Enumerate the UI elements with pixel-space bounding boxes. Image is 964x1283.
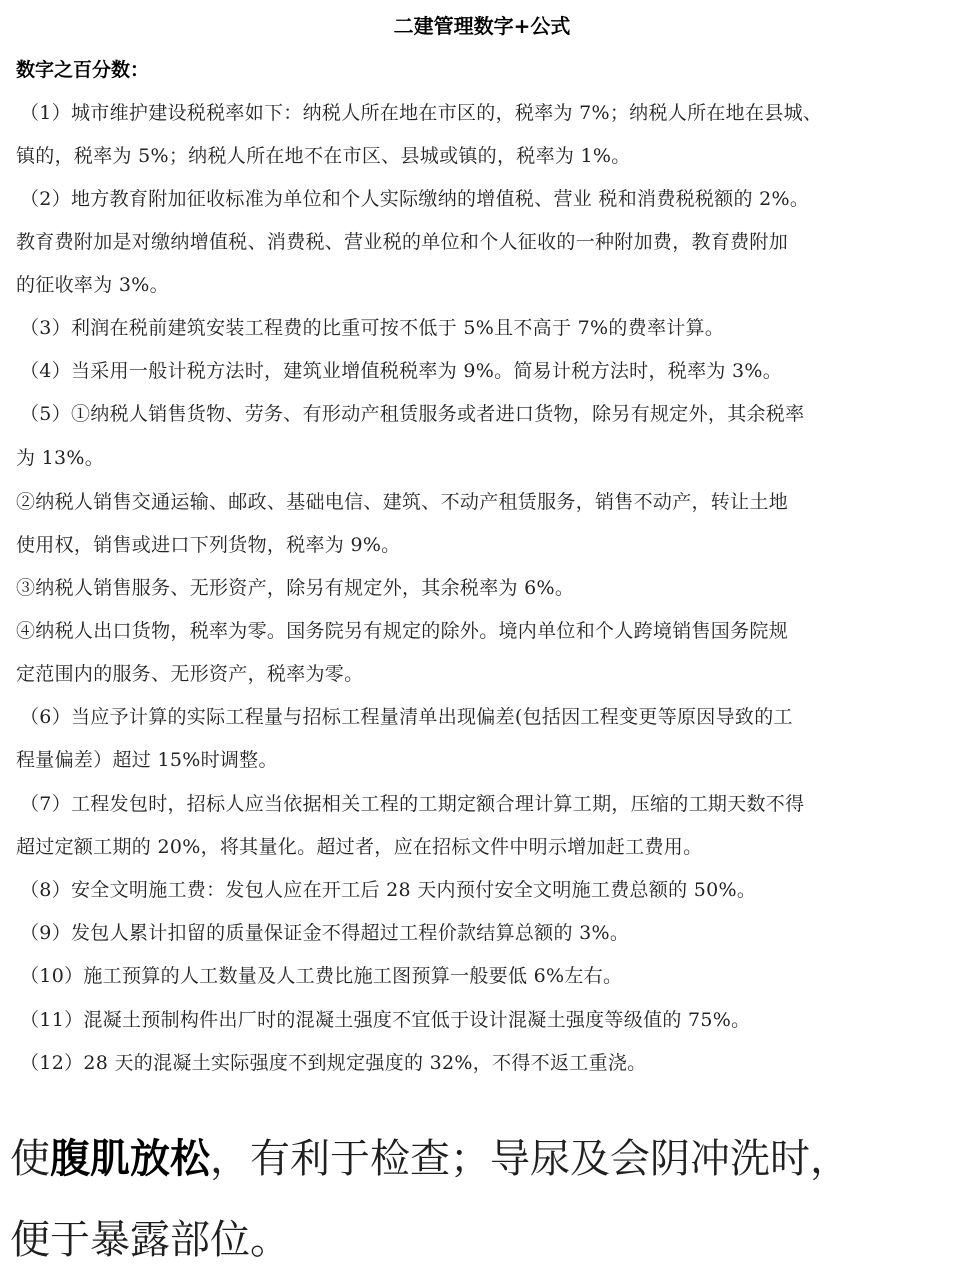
text-line: （12）28 天的混凝土实际强度不到规定强度的 32%，不得不返工重浇。 <box>20 1052 647 1074</box>
section-heading: 数字之百分数： <box>16 59 150 81</box>
caption-prefix: 使 <box>10 1136 50 1182</box>
text-line: （8）安全文明施工费：发包人应在开工后 28 天内预付安全文明施工费总额的 50%。 <box>20 879 757 901</box>
text-line: 的征收率为 3%。 <box>16 274 169 296</box>
text-line: 使用权，销售或进口下列货物，税率为 9%。 <box>16 534 401 556</box>
text-line: （6）当应予计算的实际工程量与招标工程量清单出现偏差(包括因工程变更等原因导致的工 <box>20 706 793 728</box>
text-line: 超过定额工期的 20%，将其量化。超过者，应在招标文件中明示增加赶工费用。 <box>16 836 703 858</box>
text-line: 程量偏差）超过 15%时调整。 <box>16 749 278 771</box>
text-line: 镇的，税率为 5%；纳税人所在地不在市区、县城或镇的，税率为 1%。 <box>16 145 631 167</box>
caption-line-1 <box>10 1127 850 1184</box>
text-line: 教育费附加是对缴纳增值税、消费税、营业税的单位和个人征收的一种附加费，教育费附加 <box>16 231 789 253</box>
text-line: （11）混凝土预制构件出厂时的混凝土强度不宜低于设计混凝土强度等级值的 75%。 <box>20 1009 751 1031</box>
caption-rest: ，有利于检查；导尿及会阴冲洗时， <box>210 1136 850 1182</box>
text-line: （9）发包人累计扣留的质量保证金不得超过工程价款结算总额的 3%。 <box>20 922 630 944</box>
text-line: ④纳税人出口货物，税率为零。国务院另有规定的除外。境内单位和个人跨境销售国务院规 <box>16 620 789 642</box>
text-line: （4）当采用一般计税方法时，建筑业增值税税率为 9%。简易计税方法时，税率为 3%。 <box>20 360 783 382</box>
document-title: 二建管理数字+公式 <box>393 14 571 38</box>
caption-bold-phrase: 腹肌放松 <box>50 1136 210 1182</box>
text-line: 定范围内的服务、无形资产，税率为零。 <box>16 663 364 685</box>
text-line: ③纳税人销售服务、无形资产，除另有规定外，其余税率为 6%。 <box>16 577 575 599</box>
text-line: （2）地方教育附加征收标准为单位和个人实际缴纳的增值税、营业 税和消费税税额的 2%。 <box>20 188 810 210</box>
text-line: （1）城市维护建设税税率如下：纳税人所在地在市区的，税率为 7%；纳税人所在地在县城、 <box>20 102 823 124</box>
text-line: （5）①纳税人销售货物、劳务、有形动产租赁服务或者进口货物，除另有规定外，其余税率 <box>20 403 805 425</box>
text-line: 为 13%。 <box>16 447 105 469</box>
text-line: ②纳税人销售交通运输、邮政、基础电信、建筑、不动产租赁服务，销售不动产，转让土地 <box>16 491 789 513</box>
text-line: （3）利润在税前建筑安装工程费的比重可按不低于 5%且不高于 7%的费率计算。 <box>20 317 725 339</box>
text-line: （10）施工预算的人工数量及人工费比施工图预算一般要低 6%左右。 <box>20 965 623 987</box>
caption-line-2: 便于暴露部位。 <box>10 1217 290 1263</box>
text-line: （7）工程发包时，招标人应当依据相关工程的工期定额合理计算工期，压缩的工期天数不得 <box>20 793 805 815</box>
